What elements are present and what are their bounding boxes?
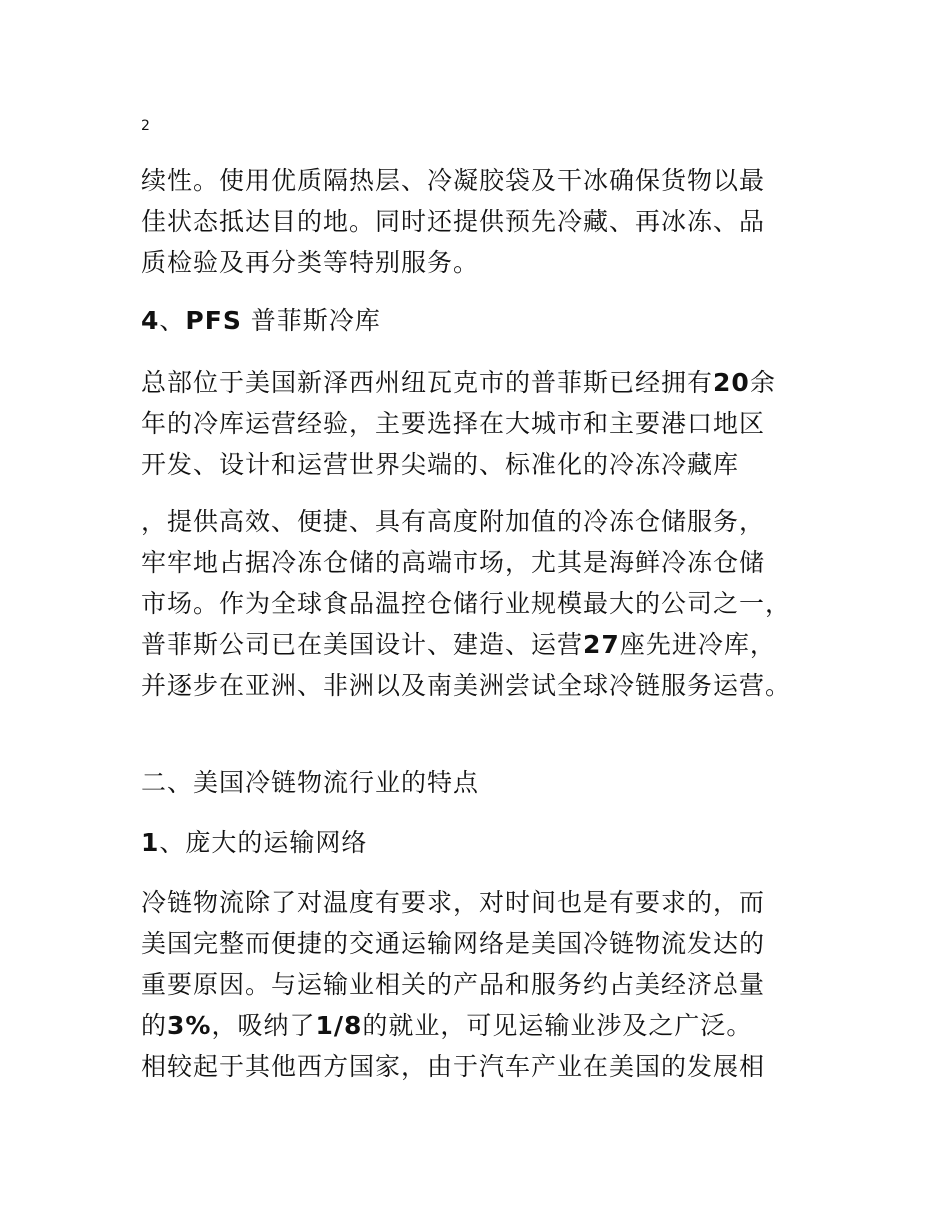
- text-line: 并逐步在亚洲、非洲以及南美洲尝试全球冷链服务运营。: [141, 671, 792, 700]
- text-line: 质检验及再分类等特别服务。: [141, 248, 480, 277]
- text-line: 重要原因。与运输业相关的产品和服务约占美经济总量: [141, 970, 766, 999]
- paragraph-transport-network: [141, 882, 821, 1087]
- text-segment: 余: [749, 368, 776, 397]
- heading-pfs: [141, 300, 821, 341]
- text-line: 美国完整而便捷的交通运输网络是美国冷链物流发达的: [141, 929, 766, 958]
- text-line: 佳状态抵达目的地。同时还提供预先冷藏、再冰冻、品: [141, 207, 766, 236]
- text-segment: 总部位于美国新泽西州纽瓦克市的普菲斯已经拥有: [141, 368, 714, 397]
- text-line: 相较起于其他西方国家，由于汽车产业在美国的发展相: [141, 1052, 766, 1081]
- paragraph-service-details: [141, 160, 821, 283]
- heading-separator: 、: [159, 306, 186, 335]
- text-segment: 的: [141, 1011, 168, 1040]
- text-line: 牢牢地占据冷冻仓储的高端市场，尤其是海鲜冷冻仓储: [141, 548, 766, 577]
- text-line: 开发、设计和运营世界尖端的、标准化的冷冻冷藏库: [141, 450, 740, 479]
- text-line: 续性。使用优质隔热层、冷凝胶袋及干冰确保货物以最: [141, 166, 766, 195]
- text-segment: ，吸纳了: [211, 1011, 316, 1040]
- sub-heading-number: 1: [141, 828, 160, 857]
- text-segment: 的就业，可见运输业涉及之广泛。: [362, 1011, 753, 1040]
- heading-brand: PFS: [185, 306, 242, 335]
- paragraph-pfs-services: [141, 501, 821, 706]
- section-heading: 二、美国冷链物流行业的特点: [141, 768, 480, 797]
- economy-percent: 3%: [167, 1011, 212, 1040]
- text-segment: 座先进冷库，: [619, 630, 776, 659]
- paragraph-pfs-intro: [141, 362, 821, 485]
- text-line: [141, 624, 821, 665]
- text-line: 市场。作为全球食品温控仓储行业规模最大的公司之一，: [141, 589, 792, 618]
- text-line: 年的冷库运营经验，主要选择在大城市和主要港口地区: [141, 409, 766, 438]
- text-line: 冷链物流除了对温度有要求，对时间也是有要求的，而: [141, 888, 766, 917]
- years-number: 20: [713, 368, 750, 397]
- text-line: [141, 362, 821, 403]
- text-line: [141, 1005, 821, 1046]
- sub-heading-text: 、庞大的运输网络: [159, 828, 368, 857]
- employment-fraction: 1/8: [315, 1011, 363, 1040]
- page-number: 2: [141, 118, 150, 134]
- warehouse-count: 27: [583, 630, 620, 659]
- heading-number: 4: [141, 306, 160, 335]
- text-segment: 普菲斯公司已在美国设计、建造、运营: [141, 630, 584, 659]
- heading-name: 普菲斯冷库: [241, 306, 381, 335]
- sub-heading: [141, 822, 821, 863]
- text-line: ，提供高效、便捷、具有高度附加值的冷冻仓储服务，: [141, 507, 766, 536]
